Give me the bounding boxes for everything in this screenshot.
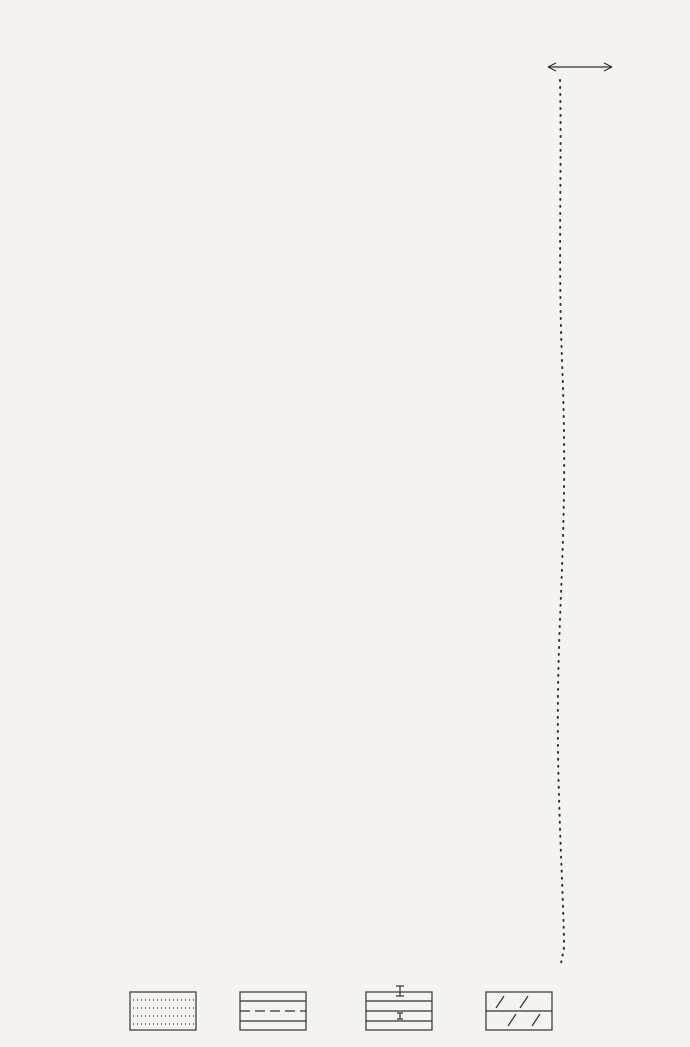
legend-slash-pattern <box>486 996 552 1026</box>
legend-dashed-pattern <box>240 1001 306 1021</box>
legend-item-4 <box>486 992 552 1030</box>
legend-dotted-pattern <box>133 1000 194 1024</box>
legend-item-1 <box>130 992 196 1030</box>
legend-item-2 <box>240 992 306 1030</box>
legend-item-3 <box>366 986 432 1030</box>
sp-curve <box>558 80 564 965</box>
legend <box>130 986 552 1030</box>
header-labels <box>548 63 612 71</box>
legend-I-pattern <box>366 986 432 1021</box>
